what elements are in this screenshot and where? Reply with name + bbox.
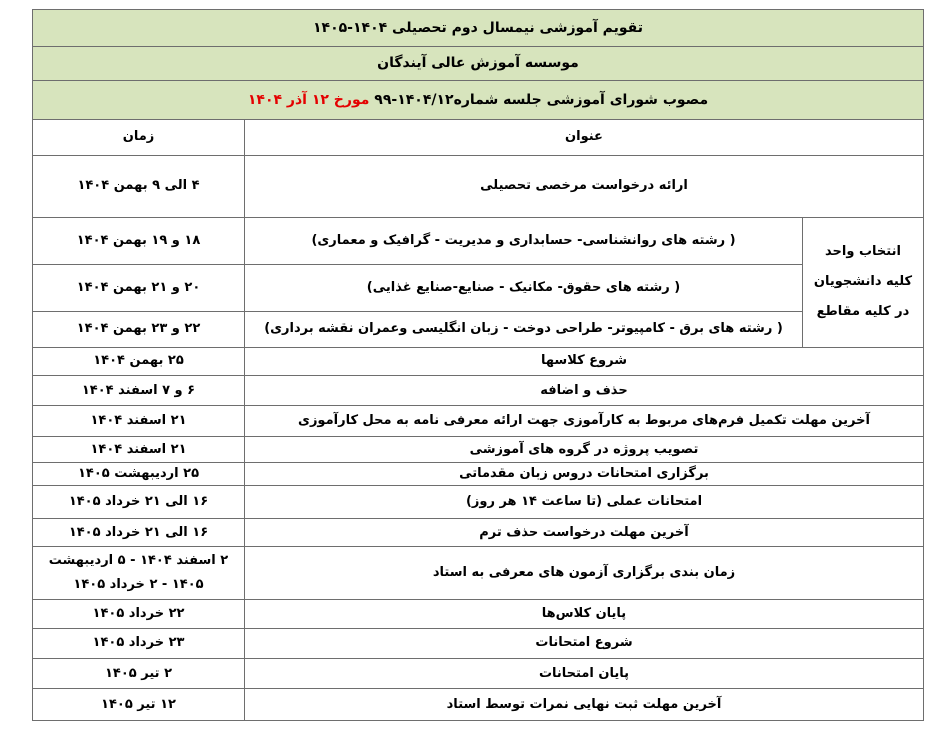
event-title: شروع کلاسها [245,347,924,375]
approval-date: مورخ ۱۲ آذر ۱۴۰۴ [247,91,370,108]
table-row [33,156,924,218]
table-row [33,376,924,406]
event-title: ( رشته های حقوق- مکانیک - صنایع-صنایع غذایی) [245,264,803,312]
approval-text: مصوب شورای آموزشی جلسه شماره۱۴۰۴/۱۲-۹۹ [374,91,709,108]
event-time-line1: ۲ اسفند ۱۴۰۴ - ۵ اردیبهشت [48,553,229,569]
institute-name: موسسه آموزش عالی آیندگان [33,46,924,80]
academic-calendar-table [32,9,924,721]
table-row [33,547,924,600]
event-title: ( رشته های روانشناسی- حسابداری و مدیریت - گرافیک و معماری) [245,217,803,264]
event-time: ۲۲ و ۲۳ بهمن ۱۴۰۴ [33,312,245,347]
event-time: ۲ تیر ۱۴۰۵ [33,658,245,688]
event-title: تصویب پروژه در گروه های آموزشی [245,436,924,462]
event-time: ۲۱ اسفند ۱۴۰۴ [33,406,245,436]
table-row [33,436,924,462]
header-row-title [33,10,924,47]
event-title: پایان امتحانات [245,658,924,688]
table-row [33,347,924,375]
table-row [33,312,924,347]
event-title: ارائه درخواست مرخصی تحصیلی [245,156,924,218]
event-title: امتحانات عملی (تا ساعت ۱۴ هر روز) [245,485,924,518]
event-time: ۲۱ اسفند ۱۴۰۴ [33,436,245,462]
event-title: ( رشته های برق - کامپیوتر- طراحی دوخت - زبان انگلیسی وعمران نقشه برداری) [245,312,803,347]
event-title: پایان کلاس‌ها [245,600,924,628]
table-row [33,406,924,436]
event-time: ۲۵ اردیبهشت ۱۴۰۵ [33,463,245,485]
event-time: ۲۲ خرداد ۱۴۰۵ [33,600,245,628]
table-row [33,628,924,658]
event-time: ۱۸ و ۱۹ بهمن ۱۴۰۴ [33,217,245,264]
header-row-approval [33,80,924,119]
unit-selection-label: انتخاب واحد کلیه دانشجویان در کلیه مقاطع [803,217,924,347]
event-title: آخرین مهلت ثبت نهایی نمرات توسط استاد [245,689,924,721]
event-title: حذف و اضافه [245,376,924,406]
event-time: ۴ الی ۹ بهمن ۱۴۰۴ [33,156,245,218]
calendar-title: تقویم آموزشی نیمسال دوم تحصیلی ۱۴۰۴-۱۴۰۵ [33,10,924,47]
event-title: آخرین مهلت درخواست حذف ترم [245,519,924,547]
header-row-institute [33,46,924,80]
table-row [33,689,924,721]
event-time: ۲۳ خرداد ۱۴۰۵ [33,628,245,658]
event-time-line2: ۱۴۰۵ - ۲ خرداد ۱۴۰۵ [73,577,204,593]
column-header-row [33,119,924,156]
table-row [33,519,924,547]
table-row [33,658,924,688]
event-title: آخرین مهلت تکمیل فرم‌های مربوط به کارآموزی جهت ارائه معرفی نامه به محل کارآموزی [245,406,924,436]
event-time-range [33,547,245,600]
event-title: شروع امتحانات [245,628,924,658]
table-row [33,264,924,312]
event-time: ۱۶ الی ۲۱ خرداد ۱۴۰۵ [33,519,245,547]
event-title: زمان بندی برگزاری آزمون های معرفی به استاد [245,547,924,600]
event-title: برگزاری امتحانات دروس زبان مقدماتی [245,463,924,485]
approval-info [33,80,924,119]
event-time: ۱۶ الی ۲۱ خرداد ۱۴۰۵ [33,485,245,518]
event-time: ۶ و ۷ اسفند ۱۴۰۴ [33,376,245,406]
event-time: ۲۵ بهمن ۱۴۰۴ [33,347,245,375]
column-time-header: زمان [33,119,245,156]
column-title-header: عنوان [245,119,924,156]
event-time: ۲۰ و ۲۱ بهمن ۱۴۰۴ [33,264,245,312]
event-time: ۱۲ تیر ۱۴۰۵ [33,689,245,721]
table-row [33,463,924,485]
table-row [33,217,924,264]
table-row [33,485,924,518]
table-row [33,600,924,628]
